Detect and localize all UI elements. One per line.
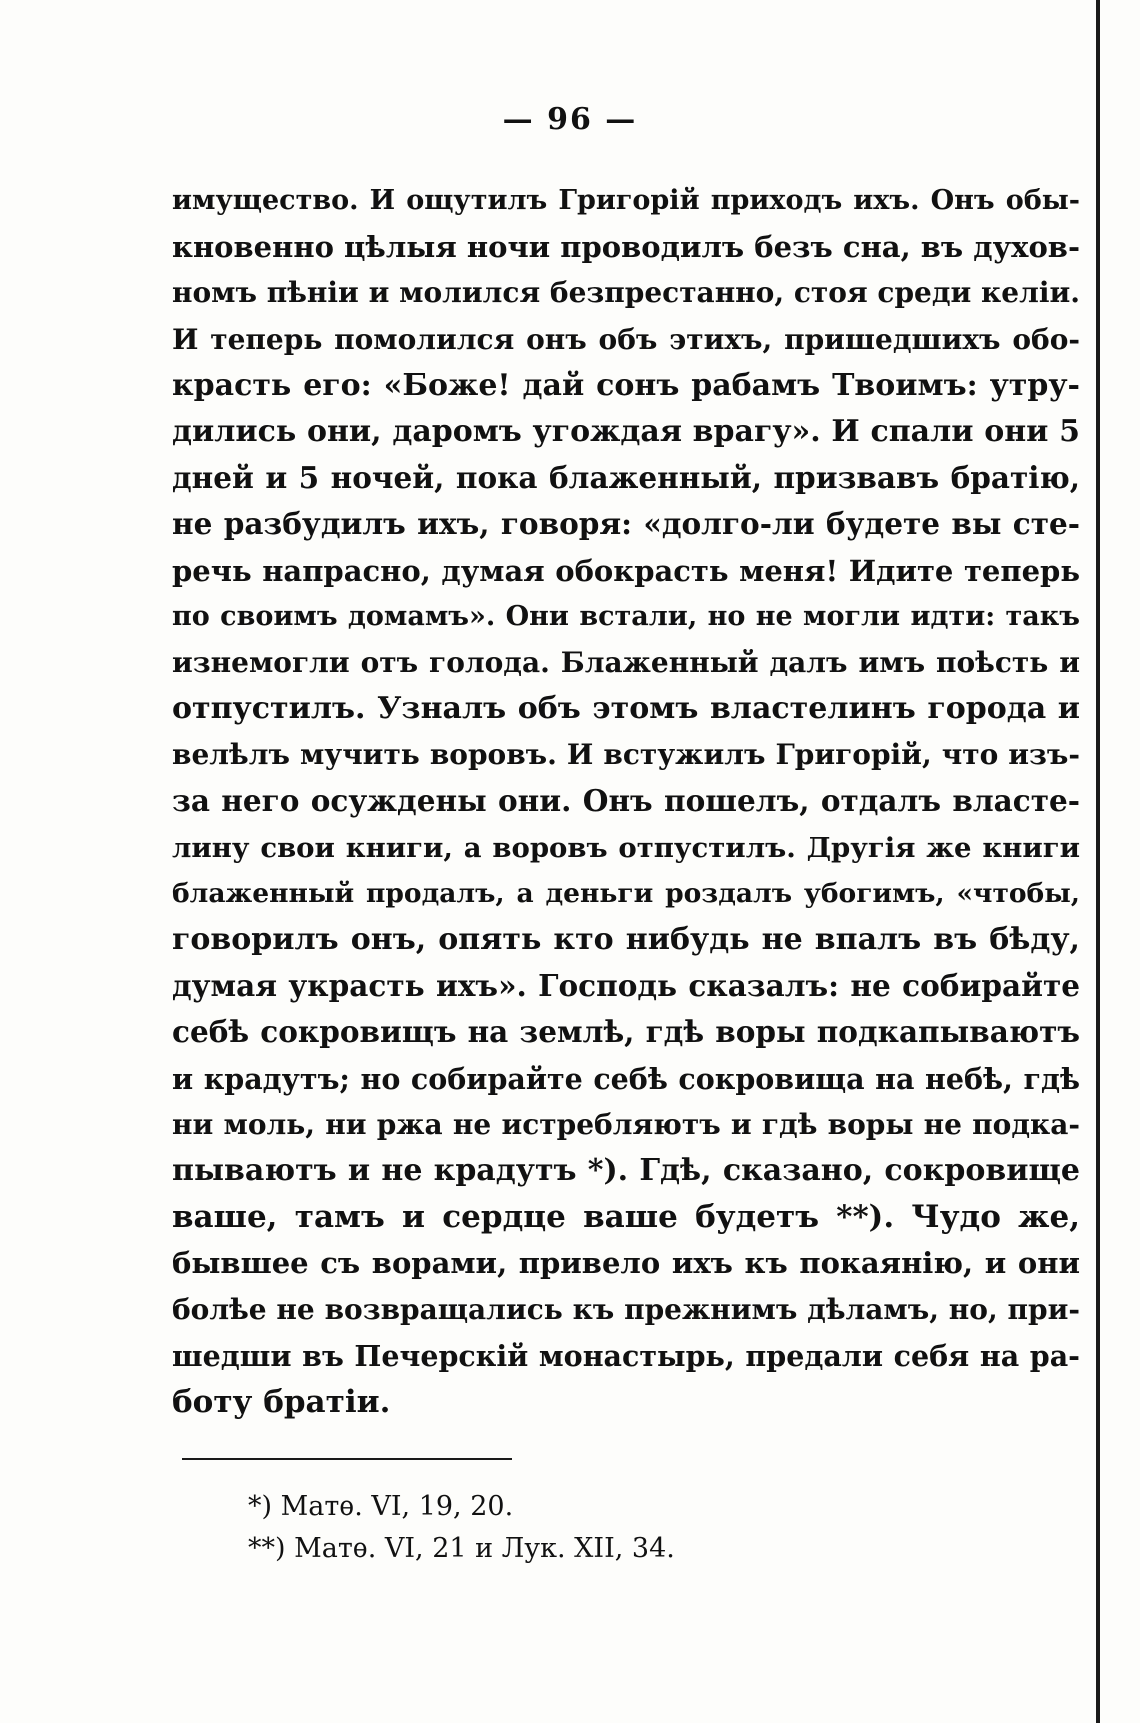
text-line: имущество. И ощутилъ Григорій приходъ ихъ. Онъ обы- [172, 185, 1080, 216]
footnote-separator [182, 1458, 512, 1460]
text-line: лину свои книги, а воровъ отпустилъ. Другія же книги [172, 831, 1080, 864]
text-line: говорилъ онъ, опять кто нибудь не впалъ въ бѣду, [172, 922, 1080, 957]
text-line: И теперь помолился онъ объ этихъ, пришедшихъ обо- [172, 322, 1080, 356]
text-line: кновенно цѣлыя ночи проводилъ безъ сна, въ духов- [172, 230, 1080, 265]
text-line: ни моль, ни ржа не истребляютъ и гдѣ воры не подка- [172, 1107, 1080, 1141]
text-line: блаженный продалъ, а деньги роздалъ убогимъ, «чтобы, [172, 877, 1080, 909]
text-line: пываютъ и не крадутъ *). Гдѣ, сказано, сокровище [172, 1152, 1080, 1188]
footnotes [248, 1486, 948, 1570]
text-line: болѣе не возвращались къ прежнимъ дѣламъ, но, при- [172, 1292, 1080, 1326]
footnote: *) Матѳ. VI, 19, 20. [248, 1491, 514, 1522]
text-line: и крадутъ; но собирайте себѣ сокровища на небѣ, гдѣ [172, 1061, 1080, 1096]
text-line: красть его: «Боже! дай сонъ рабамъ Твоимъ: утру- [172, 367, 1080, 403]
text-line: не разбудилъ ихъ, говоря: «долго-ли будете вы сте- [172, 506, 1080, 542]
text-line: ваше, тамъ и сердце ваше будетъ **). Чудо же, [172, 1199, 1080, 1236]
text-line: боту братіи. [172, 1383, 391, 1420]
text-line: себѣ сокровищъ на землѣ, гдѣ воры подкапываютъ [172, 1014, 1080, 1050]
text-line: велѣлъ мучить воровъ. И встужилъ Григорій, что изъ- [172, 738, 1080, 772]
text-line: дней и 5 ночей, пока блаженный, призвавъ братію, [172, 460, 1080, 496]
text-line: по своимъ домамъ». Они встали, но не могли идти: такъ [172, 600, 1080, 632]
text-line: за него осуждены они. Онъ пошелъ, отдалъ власте- [172, 783, 1080, 819]
footnote: **) Матѳ. VI, 21 и Лук. XII, 34. [248, 1533, 675, 1564]
text-line: отпустилъ. Узналъ объ этомъ властелинъ города и [172, 691, 1080, 727]
text-line: изнемогли отъ голода. Блаженный далъ имъ поѣсть и [172, 645, 1080, 679]
text-line: бывшее съ ворами, привело ихъ къ покаянію, и они [172, 1246, 1080, 1281]
page-edge [1096, 0, 1100, 1723]
text-line: речь напрасно, думая обокрасть меня! Идите теперь [172, 553, 1080, 588]
body-text [172, 178, 1080, 1425]
text-line: шедши въ Печерскій монастырь, предали себя на ра- [172, 1338, 1080, 1373]
page-number: — 96 — [502, 102, 638, 137]
text-line: номъ пѣніи и молился безпрестанно, стоя среди келіи. [172, 276, 1080, 310]
text-line: думая украсть ихъ». Господь сказалъ: не собирайте [172, 968, 1080, 1004]
text-line: дились они, даромъ угождая врагу». И спали они 5 [172, 413, 1080, 449]
